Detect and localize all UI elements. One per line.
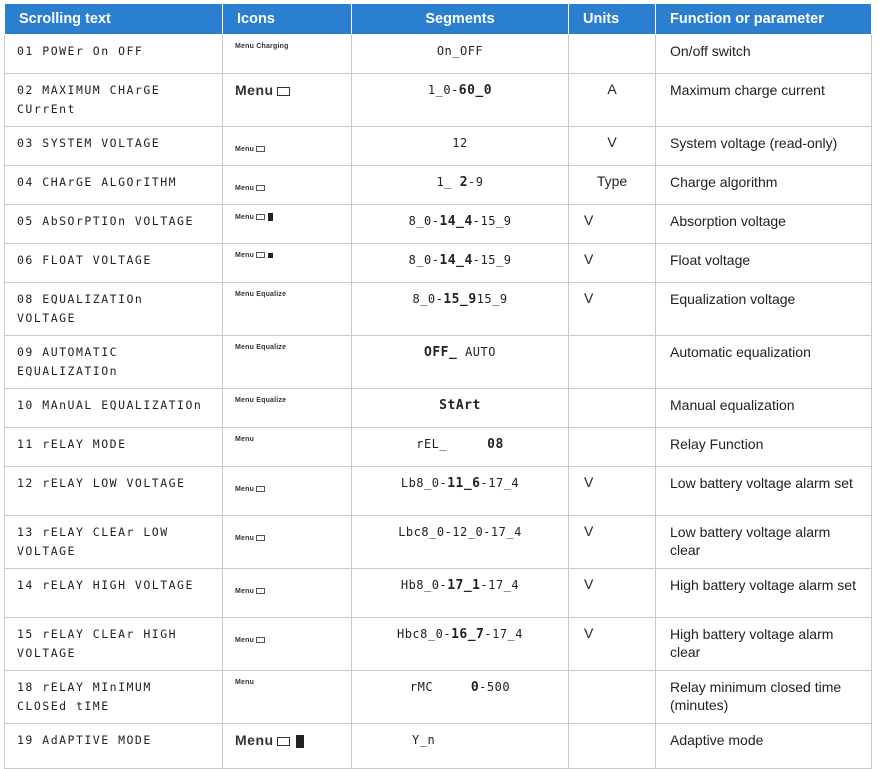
units-cell <box>569 35 656 74</box>
function-cell: Equalization voltage <box>656 283 872 336</box>
segment-value-after: -15_9 <box>472 214 512 228</box>
function-cell: System voltage (read-only) <box>656 127 872 166</box>
icons-cell <box>223 618 352 671</box>
segments-cell <box>352 516 569 569</box>
scroll-text: 08 EQUALIZATIOn VOLTAGE <box>5 283 223 336</box>
segment-value-bold: 60_0 <box>458 83 493 98</box>
table-header <box>5 4 872 35</box>
scroll-text: 06 FLOAT VOLTAGE <box>5 244 223 283</box>
units-cell <box>569 671 656 724</box>
units-cell: Type <box>569 166 656 205</box>
segment-value: 8_0- <box>408 214 440 228</box>
icons-cell <box>223 724 352 769</box>
icons-cell <box>223 283 352 336</box>
function-cell: On/off switch <box>656 35 872 74</box>
segments-cell <box>352 618 569 671</box>
scroll-text: 14 rELAY HIGH VOLTAGE <box>5 569 223 618</box>
units-cell: V <box>569 283 656 336</box>
icons-cell <box>223 74 352 127</box>
segment-value-bold: StArt <box>439 398 481 413</box>
segment-value: 1_0- <box>427 83 459 97</box>
icons-cell <box>223 244 352 283</box>
scroll-text: 03 SYSTEM VOLTAGE <box>5 127 223 166</box>
scroll-text: 05 AbSOrPTIOn VOLTAGE <box>5 205 223 244</box>
units-cell: A <box>569 74 656 127</box>
segment-value: Y_n <box>412 733 436 747</box>
segments-cell <box>352 724 569 769</box>
table-row <box>5 428 872 467</box>
units-cell: V <box>569 467 656 516</box>
icons-cell <box>223 166 352 205</box>
segment-value-after: -17_4 <box>480 476 520 490</box>
menu-icon: Menu <box>235 732 339 748</box>
units-cell <box>569 336 656 389</box>
function-cell: Float voltage <box>656 244 872 283</box>
segments-cell <box>352 336 569 389</box>
parameter-table <box>4 3 872 769</box>
menu-icon: Menu <box>235 679 255 686</box>
segments-cell <box>352 35 569 74</box>
scroll-text: 01 POWEr On OFF <box>5 35 223 74</box>
icons-cell <box>223 336 352 389</box>
menu-icon: Menu <box>235 436 255 443</box>
table-row <box>5 724 872 769</box>
segment-value: 12 <box>452 136 468 150</box>
menu-charging-icon: Menu Charging <box>235 43 289 50</box>
header-units: Units <box>569 4 656 35</box>
segment-value-after: -17_4 <box>480 578 520 592</box>
table-row <box>5 618 872 671</box>
header-icons: Icons <box>223 4 352 35</box>
function-cell: Relay minimum closed time (minutes) <box>656 671 872 724</box>
segments-cell <box>352 428 569 467</box>
segment-value-bold: 16_7 <box>451 627 485 642</box>
units-cell: V <box>569 205 656 244</box>
table-row <box>5 166 872 205</box>
icons-cell <box>223 35 352 74</box>
table-row <box>5 516 872 569</box>
table-row <box>5 283 872 336</box>
segment-value-bold: 11_6 <box>447 476 481 491</box>
table-row <box>5 127 872 166</box>
table-row <box>5 467 872 516</box>
icons-cell <box>223 467 352 516</box>
icons-cell <box>223 671 352 724</box>
function-cell: Maximum charge current <box>656 74 872 127</box>
scroll-text: 15 rELAY CLEAr HIGH VOLTAGE <box>5 618 223 671</box>
segments-cell <box>352 389 569 428</box>
table-row <box>5 205 872 244</box>
adaptive-icon <box>296 735 304 748</box>
function-cell: High battery voltage alarm clear <box>656 618 872 671</box>
segment-value: Lbc8_0-12_0-17_4 <box>398 525 522 539</box>
scroll-text: 09 AUTOMATIC EQUALIZATIOn <box>5 336 223 389</box>
menu-equalize-icon: Menu Equalize <box>235 344 287 351</box>
segments-cell <box>352 569 569 618</box>
segment-value: 8_0- <box>412 292 444 306</box>
battery-icon <box>277 87 290 96</box>
scroll-text: 11 rELAY MODE <box>5 428 223 467</box>
icons-cell <box>223 569 352 618</box>
battery-icon <box>256 535 265 541</box>
segment-value-bold: OFF_ <box>424 345 458 360</box>
header-function: Function or parameter <box>656 4 872 35</box>
segments-cell <box>352 283 569 336</box>
scroll-text: 12 rELAY LOW VOLTAGE <box>5 467 223 516</box>
segment-value-bold: 08 <box>487 437 504 452</box>
units-cell: V <box>569 244 656 283</box>
menu-equalize-icon: Menu Equalize <box>235 291 287 298</box>
battery-icon <box>256 588 265 594</box>
menu-icon: Menu <box>235 588 339 595</box>
table-row <box>5 336 872 389</box>
function-cell: Relay Function <box>656 428 872 467</box>
segment-value: Lb8_0- <box>400 476 448 490</box>
segment-value-bold: 15_9 <box>443 292 477 307</box>
table-row <box>5 35 872 74</box>
menu-icon: Menu <box>235 213 339 221</box>
header-scrolling-text: Scrolling text <box>5 4 223 35</box>
segments-cell <box>352 671 569 724</box>
segment-value: On_OFF <box>436 44 484 58</box>
float-icon <box>268 253 273 258</box>
battery-icon <box>277 737 290 746</box>
battery-icon <box>256 486 265 492</box>
segment-value-after: 15_9 <box>476 292 508 306</box>
table-row <box>5 74 872 127</box>
segment-value-bold: 14_4 <box>439 214 473 229</box>
segments-cell <box>352 467 569 516</box>
header-segments: Segments <box>352 4 569 35</box>
segments-cell <box>352 244 569 283</box>
function-cell: Automatic equalization <box>656 336 872 389</box>
menu-icon: Menu <box>235 146 339 153</box>
segment-value: rMC <box>409 680 441 694</box>
function-cell: High battery voltage alarm set <box>656 569 872 618</box>
menu-equalize-icon: Menu Equalize <box>235 397 287 404</box>
icons-cell <box>223 389 352 428</box>
icons-cell <box>223 428 352 467</box>
scroll-text: 18 rELAY MInIMUM CLOSEd tIME <box>5 671 223 724</box>
segment-value-after: -15_9 <box>472 253 512 267</box>
segments-cell <box>352 127 569 166</box>
units-cell <box>569 724 656 769</box>
function-cell: Adaptive mode <box>656 724 872 769</box>
segment-value-bold: 14_4 <box>439 253 473 268</box>
menu-icon: Menu <box>235 637 339 644</box>
table-row <box>5 569 872 618</box>
segment-value-after: -17_4 <box>484 627 523 641</box>
units-cell: V <box>569 618 656 671</box>
segment-value: 1_ <box>436 175 460 189</box>
battery-icon <box>256 185 265 191</box>
segment-value: Hbc8_0- <box>396 627 452 641</box>
segment-value: Hb8_0- <box>400 578 448 592</box>
segment-value-after: AUTO <box>457 345 496 359</box>
units-cell <box>569 428 656 467</box>
units-cell: V <box>569 516 656 569</box>
table-row <box>5 389 872 428</box>
function-cell: Low battery voltage alarm set <box>656 467 872 516</box>
scroll-text: 13 rELAY CLEAr LOW VOLTAGE <box>5 516 223 569</box>
battery-icon <box>256 252 265 258</box>
icons-cell <box>223 516 352 569</box>
function-cell: Absorption voltage <box>656 205 872 244</box>
units-cell <box>569 389 656 428</box>
scroll-text: 19 AdAPTIVE MODE <box>5 724 223 769</box>
battery-icon <box>256 637 265 643</box>
scroll-text: 04 CHArGE ALGOrITHM <box>5 166 223 205</box>
segment-value-bold: 0 <box>470 680 480 695</box>
function-cell: Low battery voltage alarm clear <box>656 516 872 569</box>
function-cell: Manual equalization <box>656 389 872 428</box>
segments-cell <box>352 205 569 244</box>
menu-icon: Menu <box>235 82 339 98</box>
function-cell: Charge algorithm <box>656 166 872 205</box>
menu-icon: Menu <box>235 252 339 259</box>
segment-value-bold: 2 <box>459 175 469 190</box>
segment-value-after: -9 <box>468 175 484 189</box>
scroll-text: 10 MAnUAL EQUALIZATIOn <box>5 389 223 428</box>
segment-value: rEL_ <box>416 437 448 451</box>
icons-cell <box>223 205 352 244</box>
absorption-icon <box>268 213 273 221</box>
battery-icon <box>256 214 265 220</box>
menu-icon: Menu <box>235 535 339 542</box>
menu-icon: Menu <box>235 486 339 493</box>
segment-value: 8_0- <box>408 253 440 267</box>
menu-icon: Menu <box>235 185 339 192</box>
units-cell: V <box>569 569 656 618</box>
segments-cell <box>352 166 569 205</box>
table-row <box>5 671 872 724</box>
units-cell: V <box>569 127 656 166</box>
segment-value-bold: 17_1 <box>447 578 481 593</box>
segment-value-after: -500 <box>479 680 511 694</box>
scroll-text: 02 MAXIMUM CHArGE CUrrEnt <box>5 74 223 127</box>
battery-icon <box>256 146 265 152</box>
segments-cell <box>352 74 569 127</box>
icons-cell <box>223 127 352 166</box>
table-row <box>5 244 872 283</box>
